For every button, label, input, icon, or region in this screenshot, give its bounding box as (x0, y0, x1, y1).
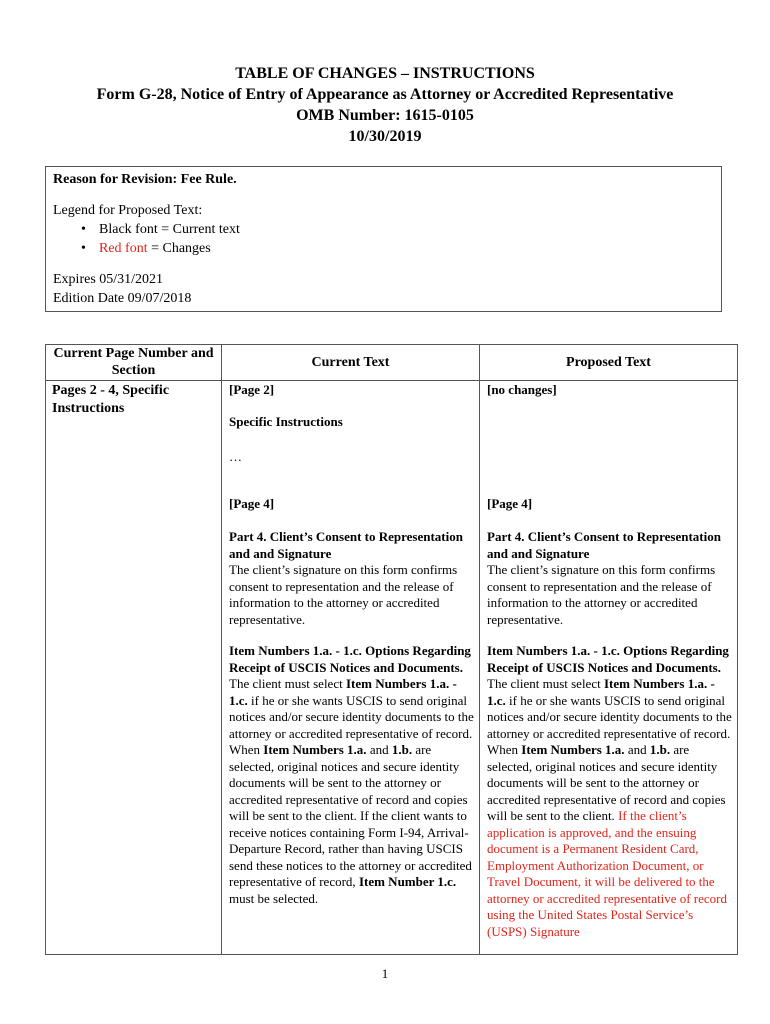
proposed-item-bold-2: Item Numbers 1.a. (521, 742, 625, 757)
page-number: 1 (381, 966, 389, 981)
legend-item-black (81, 220, 721, 239)
proposed-item-paragraph (487, 643, 734, 940)
proposed-part4-body: The client’s signature on this form confirms consent to representation and the release of information to the attorney or accredited representative. (487, 562, 716, 627)
revision-info-box (45, 166, 722, 312)
current-item-block (229, 643, 476, 907)
header-current-page-section: Current Page Number and Section (53, 346, 214, 378)
section-label: Pages 2 - 4, Specific Instructions (52, 383, 170, 416)
edition-date: Edition Date 09/07/2018 (53, 291, 192, 306)
current-item-title: Item Numbers 1.a. - 1.c. Options Regarding Receipt of USCIS Notices and Documents. (229, 643, 471, 675)
proposed-item-text-3: and (624, 742, 650, 757)
current-item-bold-1: Item Numbers 1.a. - 1.c. (229, 676, 457, 708)
proposed-item-text-4: are selected, original notices and secure identity documents will be sent to the attorney or accredited representative of record and copies will be sent to the client. (487, 742, 726, 823)
document-header (0, 63, 770, 147)
form-title: Form G-28, Notice of Entry of Appearance as Attorney or Accredited Representative (96, 86, 674, 103)
proposed-item-change-text: If the client’s application is approved, and the ensuing document is a Permanent Resident Card, Employment Authorization Document, or Travel Document, it will be delivered to the attorney or accredited representative of record using the United States Postal Service’s (USPS) Signature (487, 808, 728, 939)
revision-reason: Reason for Revision: Fee Rule. (53, 172, 237, 187)
legend-item-red (81, 239, 721, 258)
header-proposed-text: Proposed Text (566, 355, 651, 370)
current-specific-instructions: Specific Instructions (229, 414, 343, 429)
proposed-part4-block (487, 529, 734, 628)
legend-text-black: = Current text (157, 222, 240, 237)
current-item-text-3: and (366, 742, 392, 757)
omb-number: OMB Number: 1615-0105 (296, 107, 474, 124)
table-col-divider-2 (479, 344, 480, 955)
table-col-divider-1 (221, 344, 222, 955)
legend-text-red: = Changes (147, 241, 211, 256)
proposed-item-text-1: The client must select (487, 676, 604, 691)
current-item-text-2: if he or she wants USCIS to send original notices and/or secure identity documents to the attorney or accredited representative of record. When (229, 692, 474, 757)
current-item-paragraph (229, 643, 476, 907)
current-part4-title: Part 4. Client’s Consent to Representation and and Signature (229, 529, 463, 561)
current-item-text-5: must be selected. (229, 890, 319, 906)
legend-label-black: Black font (99, 222, 158, 237)
header-current-text: Current Text (311, 355, 390, 370)
table-bottom-border (45, 954, 738, 955)
current-part4-block (229, 529, 476, 628)
doc-title: TABLE OF CHANGES – INSTRUCTIONS (235, 65, 535, 82)
proposed-item-bold-1: Item Numbers 1.a. - 1.c. (487, 676, 715, 708)
table-header-divider (45, 380, 738, 381)
table-border-right (737, 344, 738, 955)
current-item-bold-3: 1.b. (391, 742, 413, 757)
proposed-no-changes: [no changes] (487, 382, 557, 397)
proposed-page4-label: [Page 4] (487, 496, 533, 511)
current-ellipsis: … (229, 449, 242, 464)
table-border-left (45, 344, 46, 955)
legend-title: Legend for Proposed Text: (53, 203, 203, 218)
proposed-item-text-2: if he or she wants USCIS to send original notices and/or secure identity documents to the attorney or accredited representative of record. When (487, 692, 732, 757)
proposed-item-title: Item Numbers 1.a. - 1.c. Options Regarding Receipt of USCIS Notices and Documents. (487, 643, 729, 675)
current-page2-label: [Page 2] (229, 382, 275, 397)
current-item-text-1: The client must select (229, 676, 346, 691)
current-page4-label: [Page 4] (229, 496, 275, 511)
proposed-item-bold-3: 1.b. (649, 742, 671, 757)
legend-list (53, 220, 721, 258)
proposed-item-block (487, 643, 734, 940)
current-item-bold-4: Item Number 1.c. (358, 874, 457, 889)
current-item-bold-2: Item Numbers 1.a. (263, 742, 367, 757)
doc-date: 10/30/2019 (348, 128, 422, 145)
current-part4-body: The client’s signature on this form confirms consent to representation and the release of information to the attorney or accredited representative. (229, 562, 458, 627)
current-item-text-4: are selected, original notices and secure identity documents will be sent to the attorney or accredited representative of record and copies will be sent to the client. If the client wants to receive notices containing Form I-94, Arrival-Departure Record, rather than having USCIS send these notices to the attorney or accredited representative of record, (229, 742, 472, 889)
expires-date: Expires 05/31/2021 (53, 272, 164, 287)
proposed-part4-title: Part 4. Client’s Consent to Representation and and Signature (487, 529, 721, 561)
legend-label-red: Red font (99, 241, 148, 256)
